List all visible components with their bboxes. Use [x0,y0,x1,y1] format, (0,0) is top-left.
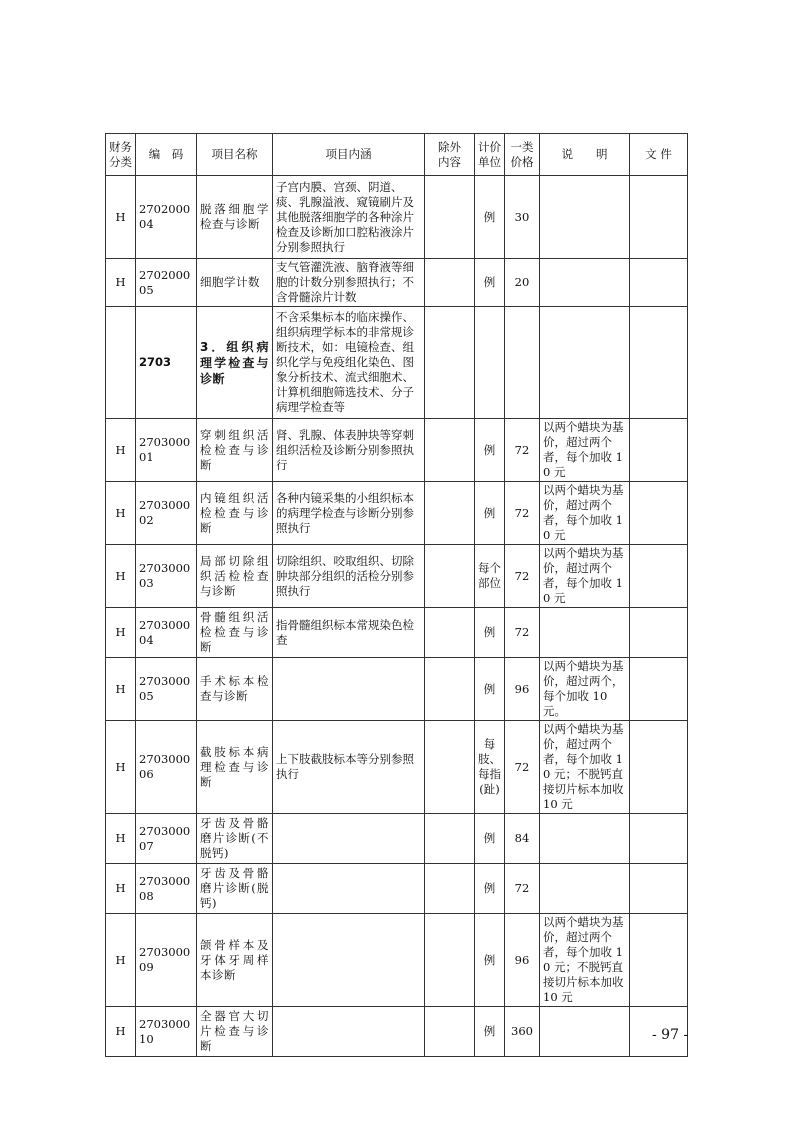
cell-excluded [425,259,475,307]
cell-unit: 例 [475,259,505,307]
cell-excluded [425,814,475,864]
cell-note [540,259,630,307]
cell-code: 270300010 [136,1007,197,1057]
cell-code: 270200005 [136,259,197,307]
cell-note: 以两个蜡块为基价，超过两个者，每个加收 10 元；不脱钙直接切片标本加收 10 元 [540,721,630,814]
cell-code: 270200004 [136,176,197,259]
cell-name: 3．组织病理学检查与诊断 [197,307,273,419]
cell-content [273,864,425,914]
cell-document [630,658,688,721]
cell-note [540,814,630,864]
cell-category: H [106,1007,136,1057]
cell-unit: 例 [475,914,505,1007]
cell-name: 内镜组织活检检查与诊断 [197,482,273,545]
header-name: 项目名称 [197,134,273,176]
table-row [106,658,688,721]
cell-price: 96 [505,658,540,721]
cell-document [630,864,688,914]
cell-price: 84 [505,814,540,864]
cell-name: 穿刺组织活检检查与诊断 [197,419,273,482]
cell-code: 270300005 [136,658,197,721]
cell-category: H [106,721,136,814]
table-row [106,864,688,914]
cell-document [630,419,688,482]
table-row [106,608,688,658]
cell-note [540,608,630,658]
cell-price: 30 [505,176,540,259]
cell-code: 270300001 [136,419,197,482]
cell-note: 以两个蜡块为基价，超过两个者，每个加收 10 元；不脱钙直接切片标本加收 10 元 [540,914,630,1007]
cell-category: H [106,259,136,307]
cell-name: 局部切除组织活检检查与诊断 [197,545,273,608]
table-header-row [106,134,688,176]
cell-price: 72 [505,608,540,658]
cell-unit: 例 [475,419,505,482]
cell-price: 72 [505,545,540,608]
cell-price: 360 [505,1007,540,1057]
cell-note [540,1007,630,1057]
cell-name: 骨髓组织活检检查与诊断 [197,608,273,658]
cell-unit: 例 [475,176,505,259]
cell-unit [475,307,505,419]
cell-excluded [425,658,475,721]
cell-price: 72 [505,721,540,814]
cell-content [273,914,425,1007]
cell-document [630,814,688,864]
cell-document [630,545,688,608]
page-number: - 97 - [652,1027,689,1043]
cell-excluded [425,482,475,545]
cell-code: 270300008 [136,864,197,914]
cell-code: 2703 [136,307,197,419]
cell-content: 各种内镜采集的小组织标本的病理学检查与诊断分别参照执行 [273,482,425,545]
cell-content: 不含采集标本的临床操作、组织病理学标本的非常规诊断技术，如：电镜检查、组织化学与免疫组化染色、图象分析技术、流式细胞术、计算机细胞筛选技术、分子病理学检查等 [273,307,425,419]
cell-unit: 每个部位 [475,545,505,608]
cell-excluded [425,914,475,1007]
cell-category: H [106,814,136,864]
cell-category: H [106,545,136,608]
cell-category: H [106,914,136,1007]
table-row [106,419,688,482]
cell-category: H [106,419,136,482]
cell-content [273,814,425,864]
table-row [106,176,688,259]
cell-price: 72 [505,482,540,545]
header-document: 文 件 [630,134,688,176]
table-row [106,814,688,864]
cell-name: 手术标本检查与诊断 [197,658,273,721]
cell-unit: 每肢、每指(趾) [475,721,505,814]
cell-note: 以两个蜡块为基价，超过两个者，每个加收 10 元 [540,419,630,482]
table-row [106,482,688,545]
cell-note: 以两个蜡块为基价，超过两个者，每个加收 10 元 [540,482,630,545]
cell-name: 脱落细胞学检查与诊断 [197,176,273,259]
header-note: 说 明 [540,134,630,176]
cell-name: 颌骨样本及牙体牙周样本诊断 [197,914,273,1007]
cell-excluded [425,419,475,482]
cell-document [630,259,688,307]
header-content: 项目内涵 [273,134,425,176]
cell-unit: 例 [475,658,505,721]
cell-category: H [106,608,136,658]
cell-content: 指骨髓组织标本常规染色检查 [273,608,425,658]
cell-content: 肾、乳腺、体表肿块等穿刺组织活检及诊断分别参照执行 [273,419,425,482]
cell-code: 270300006 [136,721,197,814]
cell-code: 270300002 [136,482,197,545]
cell-unit: 例 [475,608,505,658]
cell-content [273,658,425,721]
cell-document [630,307,688,419]
cell-name: 牙齿及骨骼磨片诊断(脱钙) [197,864,273,914]
header-category: 财务 分类 [106,134,136,176]
cell-price: 20 [505,259,540,307]
cell-document [630,721,688,814]
cell-document [630,176,688,259]
cell-code: 270300009 [136,914,197,1007]
cell-content: 子宫内膜、宫颈、阴道、痰、乳腺溢液、窥镜刷片及其他脱落细胞学的各种涂片检查及诊断加口腔粘液涂片分别参照执行 [273,176,425,259]
cell-excluded [425,1007,475,1057]
cell-excluded [425,608,475,658]
cell-price: 96 [505,914,540,1007]
cell-content [273,1007,425,1057]
cell-name: 细胞学计数 [197,259,273,307]
section-row [106,307,688,419]
cell-unit: 例 [475,864,505,914]
cell-note: 以两个蜡块为基价，超过两个，每个加收 10 元。 [540,658,630,721]
fee-schedule-table [105,133,688,1057]
table-row [106,721,688,814]
table-row [106,1007,688,1057]
cell-price [505,307,540,419]
table-row [106,545,688,608]
cell-excluded [425,545,475,608]
header-code: 编 码 [136,134,197,176]
cell-price: 72 [505,419,540,482]
cell-code: 270300004 [136,608,197,658]
cell-content: 支气管灌洗液、脑脊液等细胞的计数分别参照执行；不含骨髓涂片计数 [273,259,425,307]
cell-document [630,608,688,658]
cell-category: H [106,864,136,914]
cell-code: 270300007 [136,814,197,864]
cell-excluded [425,721,475,814]
cell-name: 全器官大切片检查与诊断 [197,1007,273,1057]
header-excluded: 除外 内容 [425,134,475,176]
header-unit: 计价 单位 [475,134,505,176]
cell-excluded [425,176,475,259]
cell-category [106,307,136,419]
cell-unit: 例 [475,1007,505,1057]
cell-name: 牙齿及骨骼磨片诊断(不脱钙) [197,814,273,864]
cell-content: 切除组织、咬取组织、切除肿块部分组织的活检分别参照执行 [273,545,425,608]
cell-unit: 例 [475,814,505,864]
cell-excluded [425,307,475,419]
cell-document [630,482,688,545]
table-row [106,259,688,307]
cell-excluded [425,864,475,914]
cell-note [540,176,630,259]
table-row [106,914,688,1007]
cell-unit: 例 [475,482,505,545]
cell-category: H [106,176,136,259]
cell-note: 以两个蜡块为基价，超过两个者，每个加收 10 元 [540,545,630,608]
cell-name: 截肢标本病理检查与诊断 [197,721,273,814]
cell-price: 72 [505,864,540,914]
cell-document [630,914,688,1007]
cell-category: H [106,658,136,721]
cell-note [540,307,630,419]
cell-code: 270300003 [136,545,197,608]
header-price: 一类 价格 [505,134,540,176]
cell-category: H [106,482,136,545]
cell-note [540,864,630,914]
cell-content: 上下肢截肢标本等分别参照执行 [273,721,425,814]
